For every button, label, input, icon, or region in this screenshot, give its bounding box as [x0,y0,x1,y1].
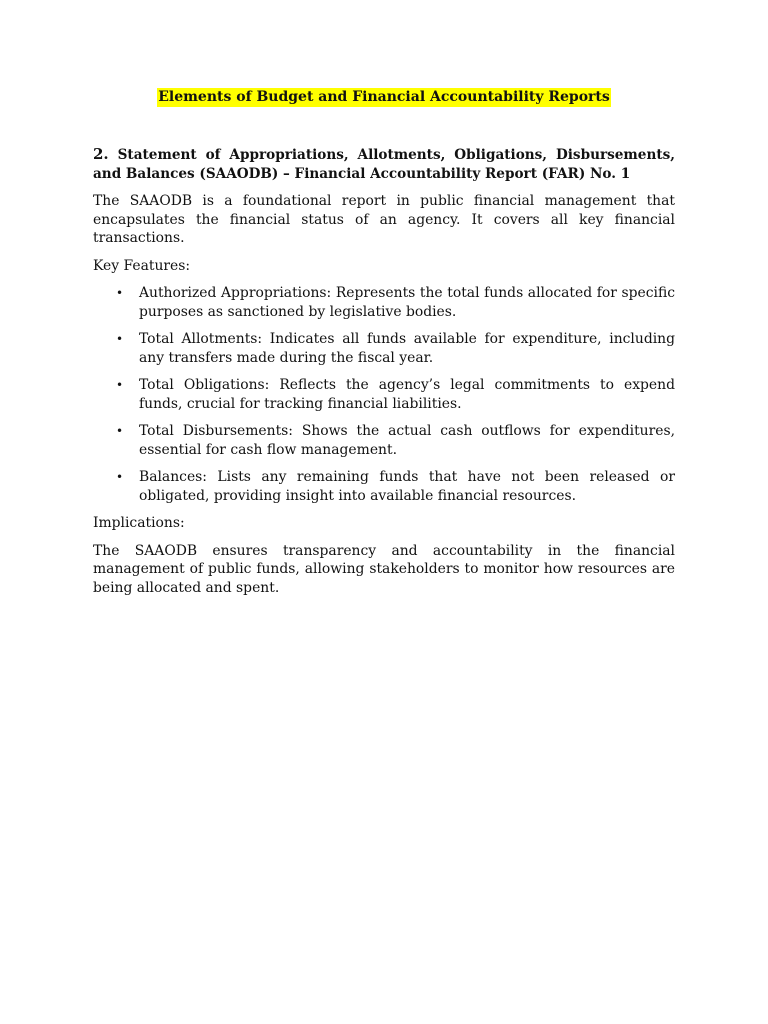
section-heading [93,145,675,183]
bullet-icon: • [116,332,124,346]
list-item-text: Total Allotments: Indicates all funds available for expenditure, including any transfers made during the fiscal year. [139,331,675,366]
list-item [93,468,675,505]
list-item [93,330,675,367]
key-features-label: Key Features: [93,257,191,274]
list-item [93,376,675,413]
bullet-icon: • [116,470,124,484]
implications-label: Implications: [93,515,185,531]
key-features-list [93,284,675,505]
list-item [93,284,675,321]
bullet-icon: • [116,378,124,392]
implications-paragraph: The SAAODB ensures transparency and accountability in the financial management of public funds, allowing stakeholders to monitor how resources are being allocated and spent. [93,542,675,596]
list-item [93,422,675,459]
title-container [93,86,675,107]
document-title: Elements of Budget and Financial Accountability Reports [158,89,610,105]
list-item-text: Total Disbursements: Shows the actual cash outflows for expenditures, essential for cash flow management. [139,423,675,458]
list-item-text: Total Obligations: Reflects the agency’s legal commitments to expend funds, crucial for tracking financial liabilities. [139,377,675,412]
intro-paragraph: The SAAODB is a foundational report in public financial management that encapsulates the financial status of an agency. It covers all key financial transactions. [93,193,675,246]
bullet-icon: • [116,424,124,438]
document-page [93,86,675,606]
section-number: 2. [93,145,109,163]
section-heading-text: Statement of Appropriations, Allotments, Obligations, Disbursements, and Balances (SAAODB) – Financial Accountability Report (FAR) No. 1 [93,147,676,182]
list-item-text: Authorized Appropriations: Represents the total funds allocated for specific purposes as sanctioned by legislative bodies. [139,285,675,320]
list-item-text: Balances: Lists any remaining funds that have not been released or obligated, providing insight into available financial resources. [139,469,675,504]
bullet-icon: • [116,286,124,300]
